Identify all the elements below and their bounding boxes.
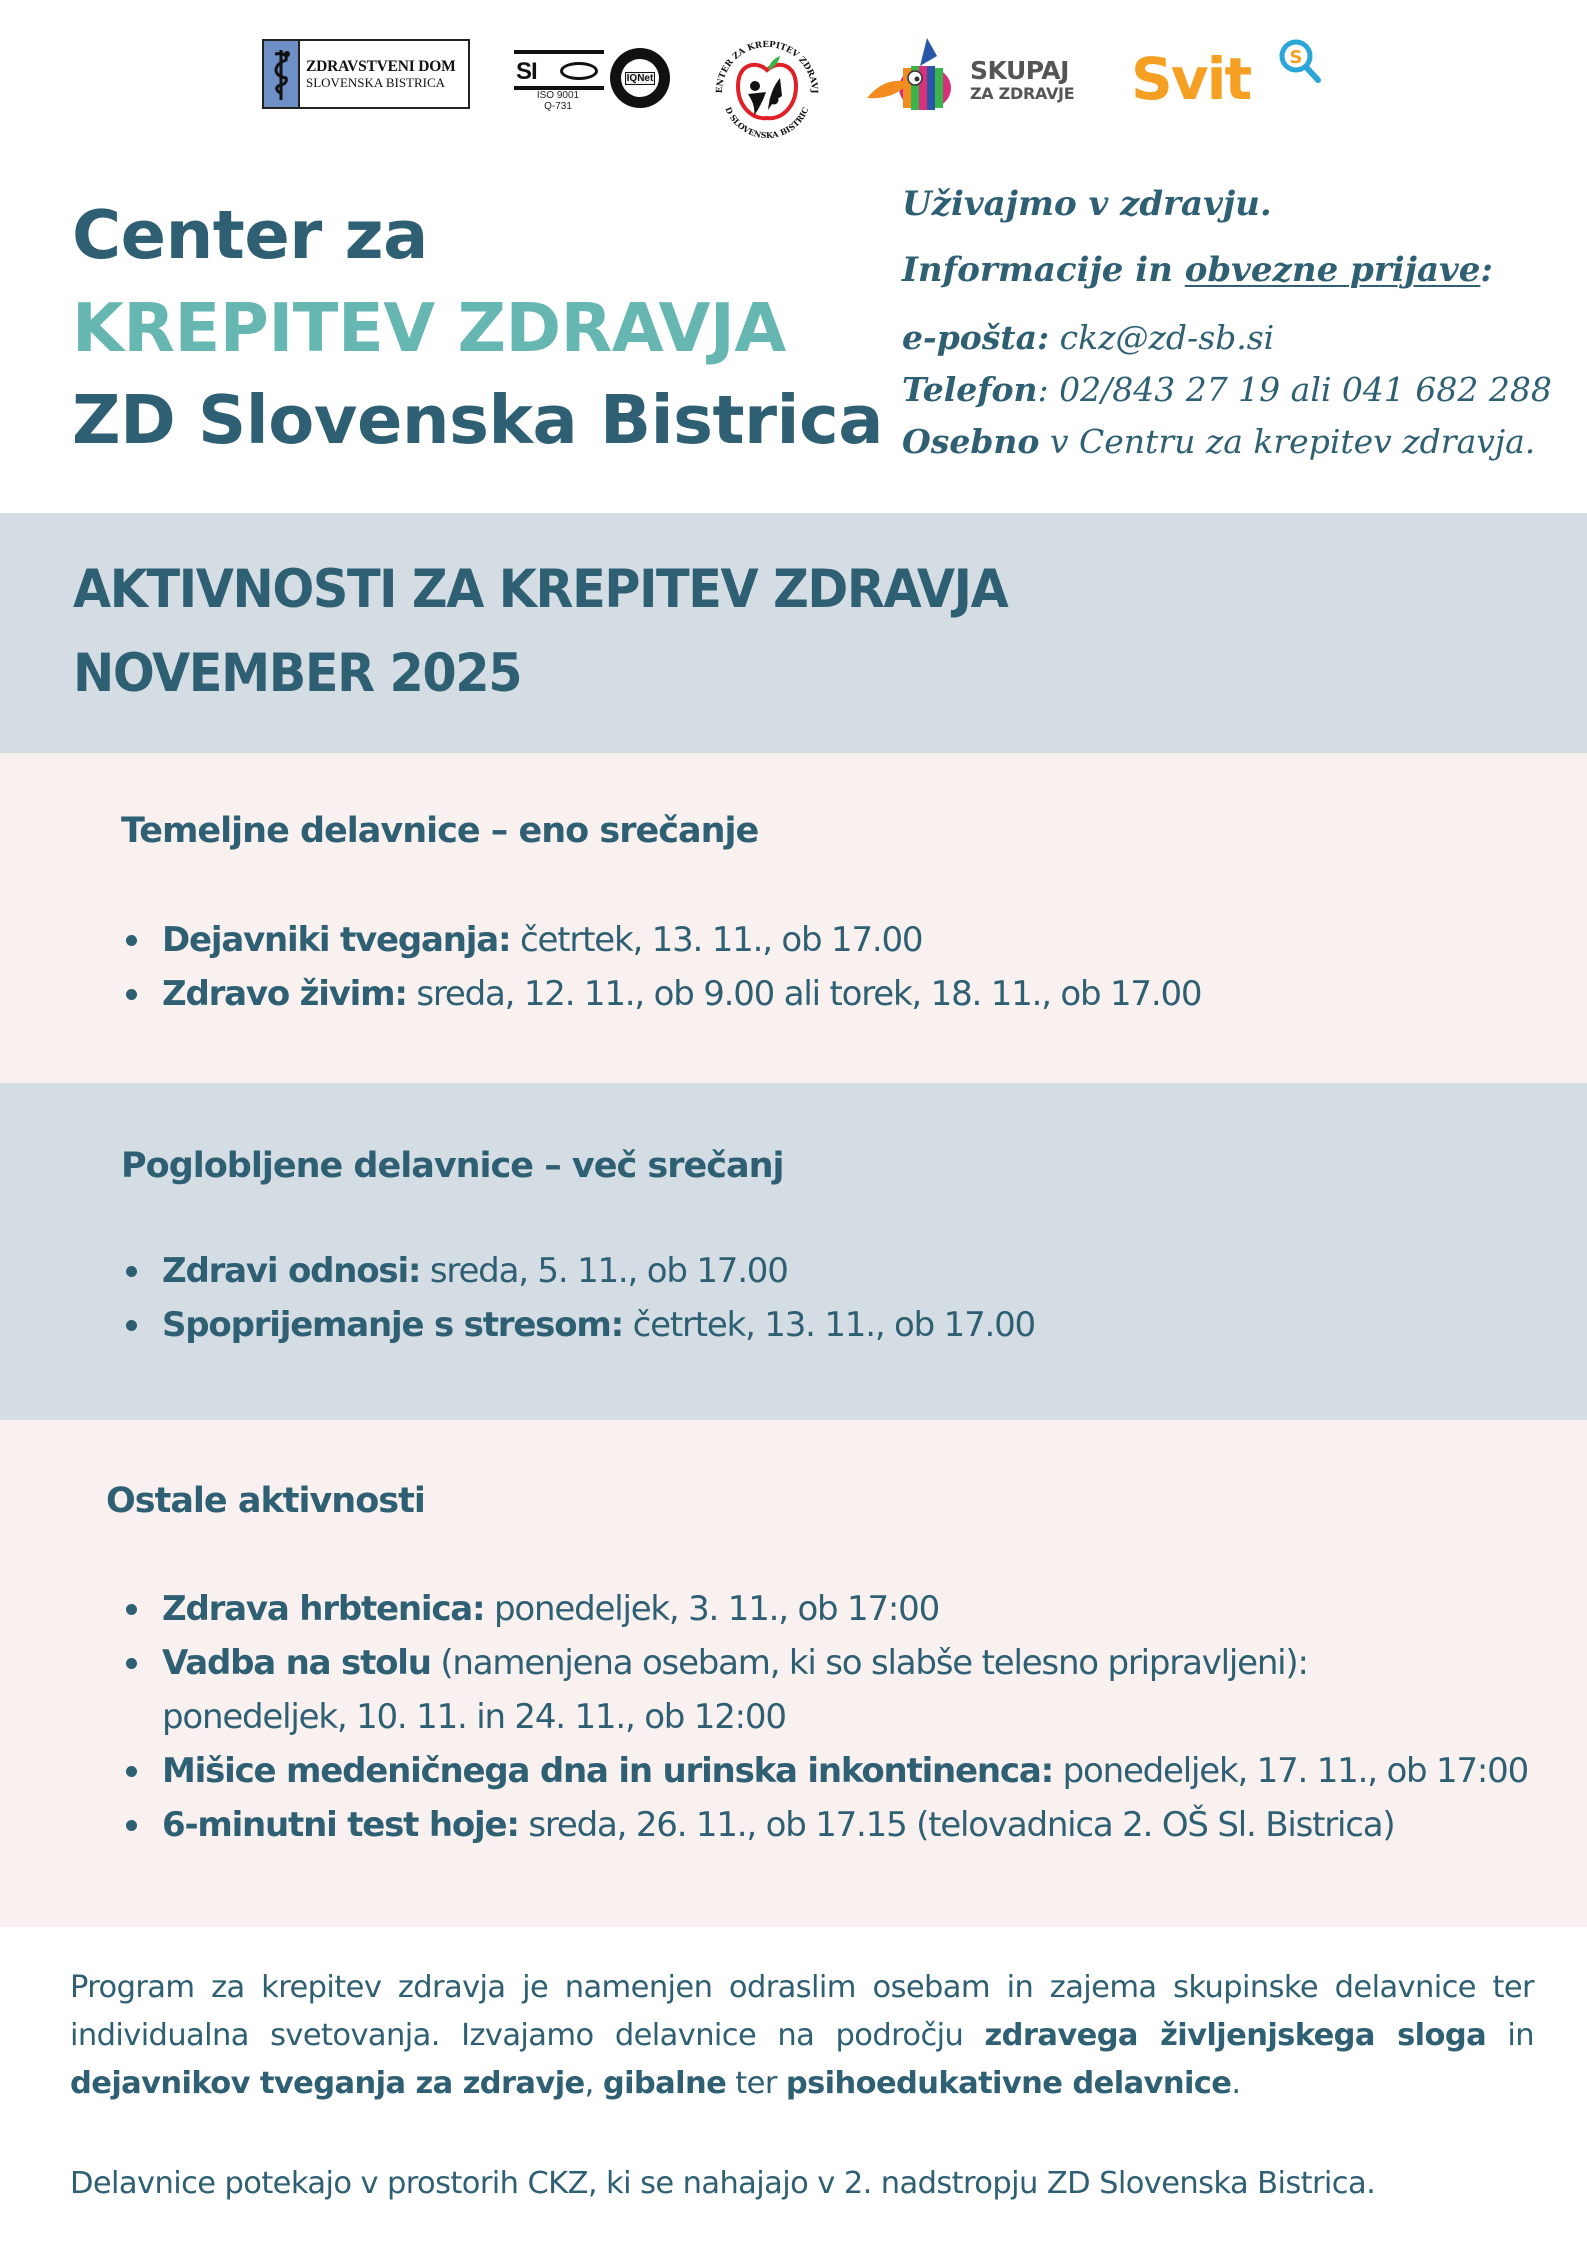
iso-label	[512, 90, 604, 112]
title-line1: Center za	[72, 196, 428, 274]
iso-code: Q-731	[544, 101, 572, 112]
email-link[interactable]: ckz@zd-sb.si	[1049, 318, 1275, 357]
slogan: Uživajmo v zdravju.	[902, 184, 1272, 224]
email-line	[902, 318, 1274, 357]
activity-detail: ponedeljek, 3. 11., ob 17:00	[484, 1589, 940, 1629]
rod-of-asclepius-icon	[264, 41, 300, 107]
in-person-line	[902, 422, 1535, 461]
phone-line	[902, 370, 1552, 409]
bullet-icon	[126, 1820, 137, 1831]
siq-q-icon	[560, 62, 598, 80]
info-prefix: Informacije in	[902, 250, 1185, 290]
activity-detail: ponedeljek, 17. 11., ob 17:00	[1053, 1751, 1529, 1791]
activity-name: 6-minutni test hoje:	[162, 1805, 519, 1845]
list-item	[126, 1744, 1528, 1798]
iso-standard: ISO 9001	[536, 90, 580, 101]
toucan-icon	[865, 36, 965, 116]
info-suffix: :	[1480, 250, 1493, 290]
activity-detail: (namenjena osebam, ki so slabše telesno pripravljeni):	[430, 1643, 1308, 1683]
zd-logo-line1: ZDRAVSTVENI DOM	[306, 58, 456, 75]
description-text: Program za krepitev zdravja je namenjen odraslim osebam in zajema skupinske delavnice ter individualna svetovanja. Izvajamo delavnice na področju	[70, 1970, 1534, 2053]
zd-logo-line2: SLOVENSKA BISTRICA	[306, 75, 446, 90]
activities-header-band	[0, 513, 1587, 753]
description-text: ter	[726, 2066, 786, 2101]
description-emphasis: dejavnikov tveganja za zdravje	[70, 2066, 585, 2101]
activity-detail: sreda, 5. 11., ob 17.00	[420, 1251, 788, 1291]
svg-text:CENTER ZA KREPITEV ZDRAVJA	[708, 30, 819, 94]
bullet-icon	[126, 1766, 137, 1777]
description-emphasis: psihoedukativne delavnice	[785, 2066, 1232, 2101]
list-item	[126, 1244, 1035, 1298]
bullet-icon	[126, 1604, 137, 1615]
activity-name: Dejavniki tveganja:	[162, 920, 511, 960]
bullet-icon	[126, 989, 137, 1000]
skupaj-line1: SKUPAJ	[970, 56, 1069, 85]
activity-name: Zdravo živim:	[162, 974, 407, 1014]
ckz-apple-logo	[708, 30, 826, 148]
activities-heading: AKTIVNOSTI ZA KREPITEV ZDRAVJA	[73, 559, 1008, 620]
title-line3: ZD Slovenska Bistrica	[72, 381, 883, 459]
bullet-icon	[126, 1658, 137, 1669]
section-basic-workshops	[0, 753, 1587, 1083]
activity-name: Vadba na stolu	[162, 1643, 431, 1683]
ckz-arc-bottom: D SLOVENSKA BISTRIC	[723, 105, 811, 141]
list-item	[126, 1582, 1528, 1636]
activity-name: Zdravi odnosi:	[162, 1251, 421, 1291]
in-person-text: v Centru za krepitev zdravja.	[1039, 422, 1536, 461]
section-title: Temeljne delavnice – eno srečanje	[121, 811, 759, 851]
month-heading: NOVEMBER 2025	[73, 643, 522, 704]
program-description	[70, 1964, 1534, 2108]
section-other-activities	[0, 1420, 1587, 1927]
description-text: in	[1486, 2018, 1534, 2053]
activity-name: Zdrava hrbtenica:	[162, 1589, 485, 1629]
siq-mark	[514, 50, 604, 90]
magnifier-icon	[1276, 38, 1326, 88]
activity-detail: četrtek, 13. 11., ob 17.00	[510, 920, 923, 960]
list-item	[126, 1798, 1528, 1852]
section-advanced-workshops	[0, 1083, 1587, 1420]
registration-link[interactable]: obvezne prijave	[1184, 250, 1481, 290]
list-item	[126, 1636, 1528, 1744]
activity-name: Mišice medeničnega dna in urinska inkontinenca:	[162, 1751, 1053, 1791]
info-line	[902, 250, 1493, 290]
section-title: Ostale aktivnosti	[106, 1481, 425, 1521]
bullet-icon	[126, 935, 137, 946]
list-item	[126, 967, 1201, 1021]
iqnet-label: IQNet	[626, 72, 654, 84]
activity-list	[126, 1582, 1528, 1852]
section-title: Poglobljene delavnice – več srečanj	[121, 1146, 784, 1186]
svit-text: Svit	[1131, 45, 1251, 113]
activity-list	[126, 1244, 1035, 1352]
email-label: e-pošta:	[902, 318, 1050, 357]
phone-number[interactable]: : 02/843 27 19 ali 041 682 288	[1037, 370, 1552, 409]
ckz-arc-top: ENTER ZA KREPITEV ZDRAVJ	[714, 39, 820, 94]
activity-detail: sreda, 12. 11., ob 9.00 ali torek, 18. 11., ob 17.00	[406, 974, 1202, 1014]
skupaj-line2: ZA ZDRAVJE	[970, 84, 1075, 103]
description-text: ,	[584, 2066, 603, 2101]
svit-logo	[1128, 36, 1328, 116]
iqnet-certified-icon	[610, 48, 670, 108]
in-person-label: Osebno	[902, 422, 1040, 461]
siq-iso-logo	[512, 46, 672, 118]
phone-label: Telefon	[902, 370, 1038, 409]
description-text: .	[1231, 2066, 1241, 2101]
skupaj-za-zdravje-logo	[865, 36, 1085, 116]
activity-detail: sreda, 26. 11., ob 17.15 (telovadnica 2. OŠ Sl. Bistrica)	[518, 1805, 1395, 1845]
svit-badge: S	[1289, 47, 1303, 68]
title-line2: KREPITEV ZDRAVJA	[72, 289, 786, 367]
bullet-icon	[126, 1320, 137, 1331]
list-item	[126, 913, 1201, 967]
activity-detail: četrtek, 13. 11., ob 17.00	[623, 1305, 1035, 1345]
activity-list	[126, 913, 1201, 1021]
activity-detail-continued: ponedeljek, 10. 11. in 24. 11., ob 12:00	[162, 1697, 786, 1737]
list-item	[126, 1298, 1035, 1352]
siq-text: SI	[516, 58, 537, 85]
bullet-icon	[126, 1266, 137, 1277]
activity-name: Spoprijemanje s stresom:	[162, 1305, 623, 1345]
description-emphasis: gibalne	[602, 2066, 727, 2101]
description-emphasis: zdravega življenjskega sloga	[984, 2018, 1487, 2053]
zdravstveni-dom-logo	[262, 39, 470, 109]
location-note: Delavnice potekajo v prostorih CKZ, ki se nahajajo v 2. nadstropju ZD Slovenska Bistrica.	[70, 2166, 1376, 2201]
